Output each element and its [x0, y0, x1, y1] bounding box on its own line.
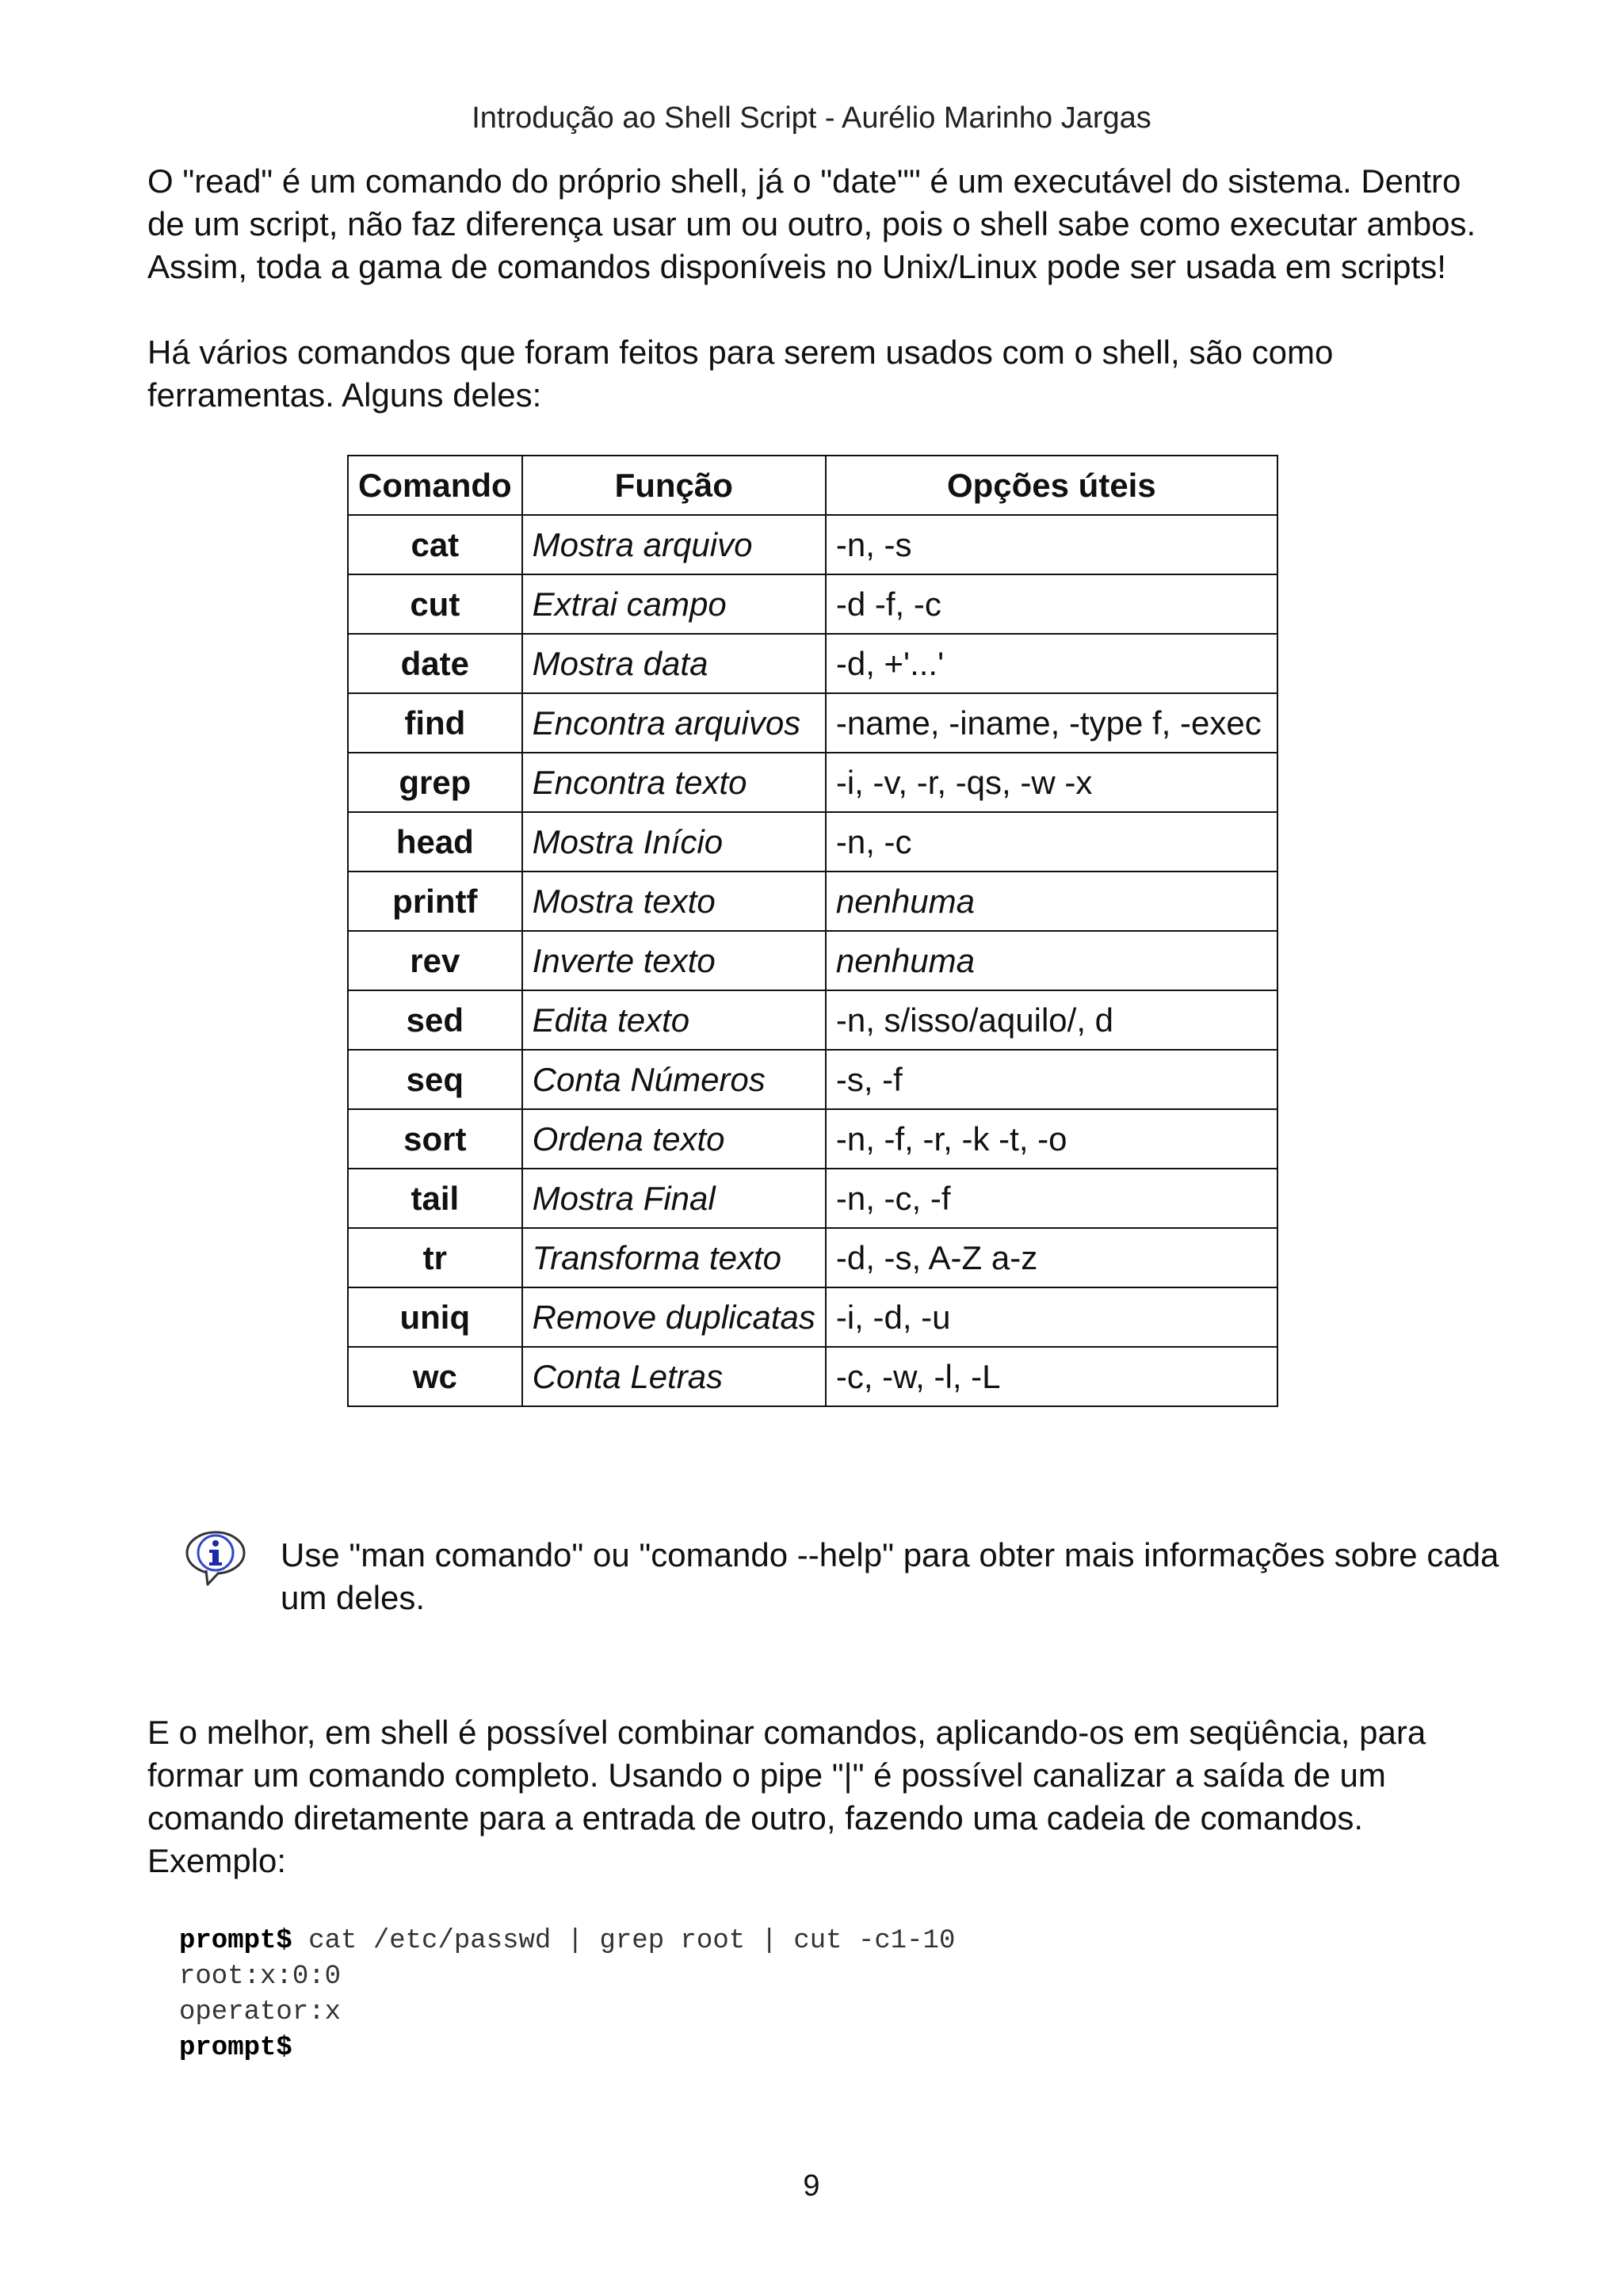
table-row	[348, 1287, 1277, 1347]
paragraph-tools-intro: Há vários comandos que foram feitos para serem usados com o shell, são como ferramentas. Alguns deles:	[147, 334, 1334, 414]
code-line	[179, 1924, 955, 1959]
function-cell: Extrai campo	[522, 574, 826, 634]
command-text: cat /etc/passwd | grep root | cut -c1-10	[292, 1926, 956, 1956]
options-cell: -d, +'...'	[826, 634, 1277, 693]
function-cell: Mostra Final	[522, 1169, 826, 1228]
command-cell: cat	[348, 515, 522, 574]
options-cell: -n, -s	[826, 515, 1277, 574]
code-output-line: root:x:0:0	[179, 1962, 342, 1992]
shell-prompt: prompt$	[179, 1926, 292, 1956]
table-row	[348, 693, 1277, 753]
function-cell: Inverte texto	[522, 931, 826, 990]
function-cell: Mostra arquivo	[522, 515, 826, 574]
options-cell: -c, -w, -l, -L	[826, 1347, 1277, 1406]
options-cell: -name, -iname, -type f, -exec	[826, 693, 1277, 753]
command-cell: head	[348, 812, 522, 871]
running-header: Introdução ao Shell Script - Aurélio Marinho Jargas	[472, 101, 1151, 135]
options-cell: -d -f, -c	[826, 574, 1277, 634]
table-row	[348, 871, 1277, 931]
table-row	[348, 515, 1277, 574]
function-cell: Transforma texto	[522, 1228, 826, 1287]
command-cell: sort	[348, 1109, 522, 1169]
options-cell: -n, -f, -r, -k -t, -o	[826, 1109, 1277, 1169]
column-header-comando: Comando	[348, 456, 522, 515]
page-number: 9	[803, 2169, 820, 2203]
table-row	[348, 931, 1277, 990]
function-cell: Conta Letras	[522, 1347, 826, 1406]
info-icon	[184, 1526, 250, 1591]
options-cell: nenhuma	[826, 931, 1277, 990]
command-cell: cut	[348, 574, 522, 634]
function-cell: Mostra data	[522, 634, 826, 693]
function-cell: Mostra Início	[522, 812, 826, 871]
column-header-funcao: Função	[522, 456, 826, 515]
table-row	[348, 1228, 1277, 1287]
paragraph-read-date: O "read" é um comando do próprio shell, já o "date"" é um executável do sistema. Dentro de um script, não faz diferença usar um ou outro, pois o shell sabe como executar ambos. Assim, toda a gama de comandos disponíveis no Unix/Linux pode ser usada em scripts!	[147, 162, 1476, 285]
code-output-line: operator:x	[179, 1997, 342, 2027]
options-cell: -n, -c	[826, 812, 1277, 871]
table-row	[348, 1109, 1277, 1169]
table-row	[348, 1169, 1277, 1228]
command-cell: rev	[348, 931, 522, 990]
table-row	[348, 812, 1277, 871]
paragraph-pipe: E o melhor, em shell é possível combinar comandos, aplicando-os em seqüência, para formar um comando completo. Usando o pipe "|" é possível canalizar a saída de um comando diretamente para a entrada de outro, fazendo uma cadeia de comandos. Exemplo:	[147, 1714, 1426, 1879]
tip-text: Use "man comando" ou "comando --help" para obter mais informações sobre cada um deles.	[281, 1536, 1499, 1616]
tip-box	[184, 1526, 1531, 1621]
command-cell: uniq	[348, 1287, 522, 1347]
function-cell: Conta Números	[522, 1050, 826, 1109]
shell-prompt: prompt$	[179, 2033, 292, 2063]
function-cell: Ordena texto	[522, 1109, 826, 1169]
options-cell: -i, -d, -u	[826, 1287, 1277, 1347]
command-cell: grep	[348, 753, 522, 812]
options-cell: nenhuma	[826, 871, 1277, 931]
table-row	[348, 634, 1277, 693]
table-header-row	[348, 456, 1277, 515]
code-example	[179, 1924, 955, 2066]
table-row	[348, 574, 1277, 634]
options-cell: -n, -c, -f	[826, 1169, 1277, 1228]
table-row	[348, 753, 1277, 812]
command-cell: tail	[348, 1169, 522, 1228]
command-cell: date	[348, 634, 522, 693]
options-cell: -d, -s, A-Z a-z	[826, 1228, 1277, 1287]
options-cell: -s, -f	[826, 1050, 1277, 1109]
command-cell: printf	[348, 871, 522, 931]
options-cell: -n, s/isso/aquilo/, d	[826, 990, 1277, 1050]
code-line	[179, 2031, 955, 2066]
function-cell: Mostra texto	[522, 871, 826, 931]
command-cell: tr	[348, 1228, 522, 1287]
command-cell: wc	[348, 1347, 522, 1406]
command-cell: find	[348, 693, 522, 753]
options-cell: -i, -v, -r, -qs, -w -x	[826, 753, 1277, 812]
command-cell: sed	[348, 990, 522, 1050]
function-cell: Encontra arquivos	[522, 693, 826, 753]
function-cell: Remove duplicatas	[522, 1287, 826, 1347]
function-cell: Edita texto	[522, 990, 826, 1050]
table-row	[348, 1050, 1277, 1109]
table-row	[348, 1347, 1277, 1406]
function-cell: Encontra texto	[522, 753, 826, 812]
command-cell: seq	[348, 1050, 522, 1109]
commands-table	[347, 455, 1278, 1407]
table-row	[348, 990, 1277, 1050]
column-header-opcoes: Opções úteis	[826, 456, 1277, 515]
